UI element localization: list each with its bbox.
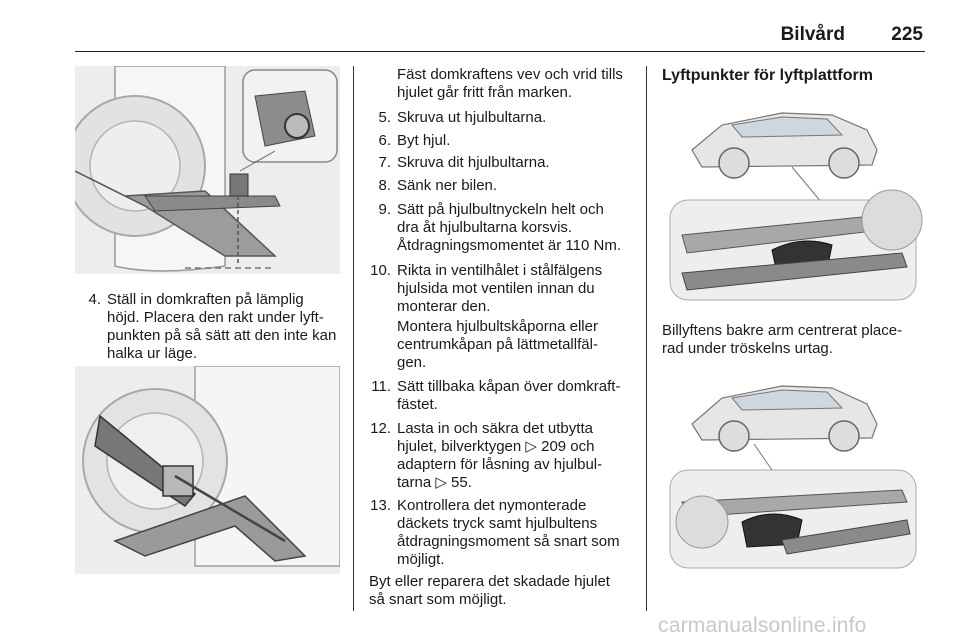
step-5 bbox=[365, 109, 645, 127]
closing-line: Byt eller reparera det skadade hjulet bbox=[369, 573, 610, 590]
step-line: höjd. Placera den rakt under lyft- bbox=[107, 309, 324, 326]
step-line: Sänk ner bilen. bbox=[397, 177, 498, 194]
step-4 bbox=[75, 291, 345, 367]
column-divider-1 bbox=[353, 66, 354, 611]
step-line: Sätt på hjulbultnyckeln helt och bbox=[397, 201, 604, 218]
step-7 bbox=[365, 154, 645, 172]
lift-rear-illustration bbox=[662, 372, 927, 572]
step-9 bbox=[365, 201, 645, 257]
step-line: däckets tryck samt hjulbultens bbox=[397, 515, 598, 532]
step-number: 9. bbox=[378, 201, 391, 218]
step-number: 4. bbox=[88, 291, 101, 308]
page-header bbox=[75, 0, 925, 52]
step-line: adaptern för låsning av hjulbul- bbox=[397, 456, 603, 473]
jack-placement-illustration bbox=[75, 66, 340, 274]
step-line: Lasta in och säkra det utbytta bbox=[397, 420, 593, 437]
step-line: Ställ in domkraften på lämplig bbox=[107, 291, 304, 308]
lift-caption bbox=[662, 322, 930, 358]
step-number: 5. bbox=[378, 109, 391, 126]
step-line: Skruva ut hjulbultarna. bbox=[397, 109, 547, 126]
step-number: 8. bbox=[378, 177, 391, 194]
step-line: Montera hjulbultskåporna eller bbox=[397, 318, 598, 335]
step-8 bbox=[365, 177, 645, 195]
step-10 bbox=[365, 262, 645, 318]
lift-front-illustration bbox=[662, 95, 927, 305]
step-line: gen. bbox=[397, 354, 427, 371]
step-12 bbox=[365, 420, 645, 494]
step-number: 11. bbox=[371, 378, 391, 395]
section-title: Bilvård bbox=[780, 24, 845, 45]
step-number: 12. bbox=[370, 420, 391, 437]
step-line: Byt hjul. bbox=[397, 132, 451, 149]
page-number: 225 bbox=[891, 24, 923, 45]
jack-crank-illustration bbox=[75, 366, 340, 574]
step-line: Kontrollera det nymonterade bbox=[397, 497, 587, 514]
step-line: Åtdragningsmomentet är 110 Nm. bbox=[397, 237, 621, 254]
step-line: halka ur läge. bbox=[107, 345, 198, 362]
caption-line: Billyftens bakre arm centrerat place- bbox=[662, 322, 903, 339]
closing-paragraph bbox=[369, 573, 647, 609]
step-line: tarna ▷ 55. bbox=[397, 474, 472, 491]
step-6 bbox=[365, 132, 645, 150]
step-line: Sätt tillbaka kåpan över domkraft- bbox=[397, 378, 621, 395]
intro-line: Fäst domkraftens vev och vrid tills bbox=[397, 66, 623, 83]
intro-paragraph bbox=[397, 66, 645, 102]
step-number: 13. bbox=[370, 497, 391, 514]
step-line: Rikta in ventilhålet i stålfälgens bbox=[397, 262, 603, 279]
step-13 bbox=[365, 497, 645, 571]
caption-line: rad under tröskelns urtag. bbox=[662, 340, 833, 357]
step-line: åtdragningsmoment så snart som bbox=[397, 533, 620, 550]
closing-line: så snart som möjligt. bbox=[369, 591, 507, 608]
step-11 bbox=[365, 378, 645, 416]
step-line: möjligt. bbox=[397, 551, 445, 568]
lift-points-heading: Lyftpunkter för lyftplattform bbox=[662, 67, 873, 84]
step-line: monterar den. bbox=[397, 298, 491, 315]
step-10-note bbox=[365, 318, 645, 374]
step-line: fästet. bbox=[397, 396, 438, 413]
step-number: 7. bbox=[378, 154, 391, 171]
step-line: dra åt hjulbultarna korsvis. bbox=[397, 219, 573, 236]
step-line: centrumkåpan på lättmetallfäl- bbox=[397, 336, 598, 353]
step-number: 10. bbox=[370, 262, 391, 279]
step-line: hjulet, bilverktygen ▷ 209 och bbox=[397, 438, 595, 455]
step-line: hjulsida mot ventilen innan du bbox=[397, 280, 595, 297]
step-line: punkten på så sätt att den inte kan bbox=[107, 327, 337, 344]
step-line: Skruva dit hjulbultarna. bbox=[397, 154, 550, 171]
site-watermark: carmanualsonline.info bbox=[658, 614, 867, 637]
step-number: 6. bbox=[378, 132, 391, 149]
column-divider-2 bbox=[646, 66, 647, 611]
intro-line: hjulet går fritt från marken. bbox=[397, 84, 573, 101]
